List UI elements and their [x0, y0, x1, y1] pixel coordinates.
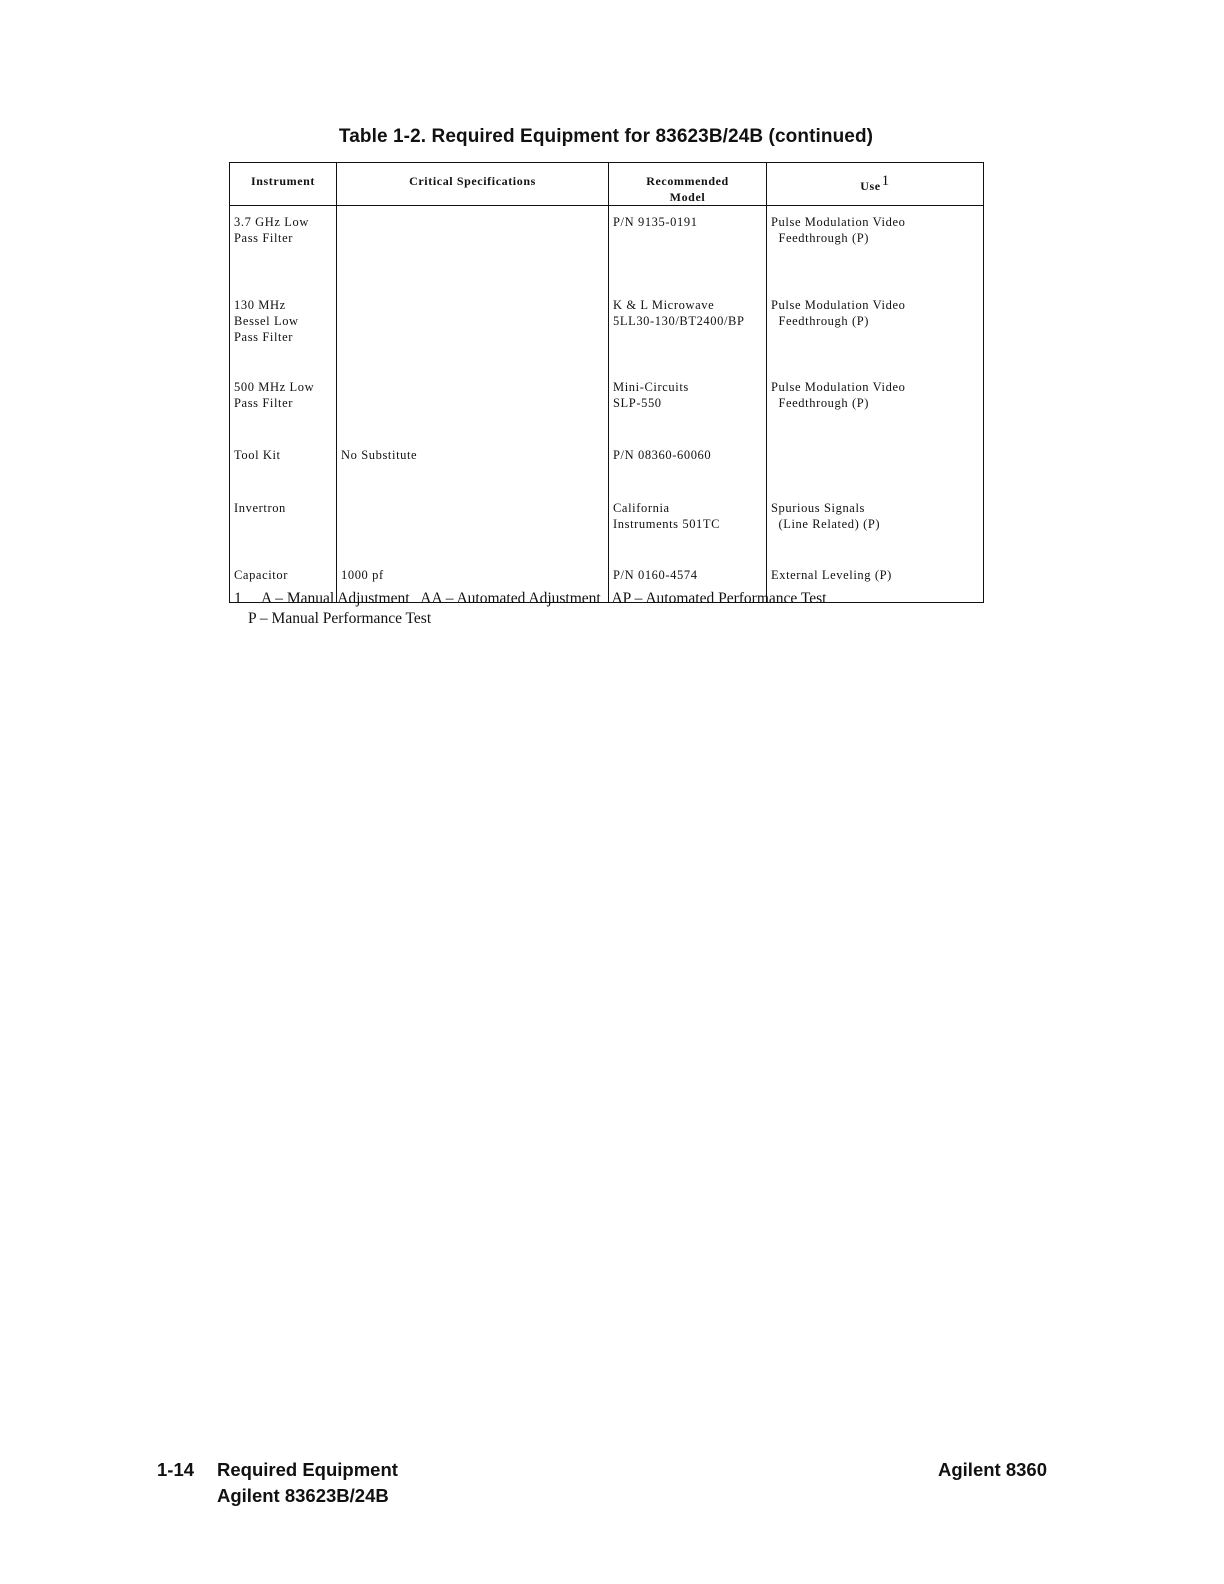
table-row: [230, 206, 984, 282]
cell-use: Pulse Modulation Video Feedthrough (P): [767, 363, 984, 431]
cell-model: P/N 08360-60060: [609, 431, 767, 483]
use-footnote-ref: 1: [881, 173, 890, 189]
header-recommended-model-label: Recommended Model: [646, 174, 729, 204]
cell-instrument: Invertron: [234, 501, 286, 515]
cell-instrument: Tool Kit: [234, 448, 281, 462]
cell-specs: No Substitute: [337, 431, 609, 483]
cell-instrument: 130 MHz Bessel Low Pass Filter: [234, 298, 299, 344]
page-number: 1-14: [157, 1459, 195, 1480]
cell-instrument: 500 MHz Low Pass Filter: [234, 380, 315, 410]
footnote-number: 1: [234, 590, 242, 607]
table-header-row: [230, 163, 984, 206]
cell-specs: [337, 363, 609, 431]
cell-use: Spurious Signals (Line Related) (P): [767, 483, 984, 550]
cell-model: Mini-Circuits SLP-550: [609, 363, 767, 431]
cell-use: Pulse Modulation Video Feedthrough (P): [767, 281, 984, 363]
cell-instrument: Capacitor: [234, 568, 288, 582]
table-title: Table 1-2. Required Equipment for 83623B/24B (continued): [338, 126, 874, 147]
cell-model: K & L Microwave 5LL30-130/BT2400/BP: [609, 281, 767, 363]
cell-specs: [337, 281, 609, 363]
cell-specs: [337, 483, 609, 550]
footer-section-title: Required Equipment: [217, 1459, 398, 1480]
cell-use: [767, 431, 984, 483]
cell-specs: [337, 206, 609, 282]
cell-specs: 1000 pf: [337, 550, 609, 603]
cell-model: P/N 9135-0191: [609, 206, 767, 282]
table-row: [230, 483, 984, 550]
cell-use: External Leveling (P): [767, 550, 984, 603]
footnote-line-1: [234, 589, 974, 609]
cell-model: P/N 0160-4574: [609, 550, 767, 603]
table-row: [230, 363, 984, 431]
header-use-label: Use: [860, 179, 881, 193]
footnote-line-2: P – Manual Performance Test: [248, 610, 432, 627]
table-row: [230, 431, 984, 483]
header-use: [767, 163, 984, 206]
header-instrument: Instrument: [230, 163, 337, 206]
footer-product-name: Agilent 83623B/24B: [217, 1485, 389, 1506]
header-recommended-model: [609, 163, 767, 206]
required-equipment-table: [229, 162, 984, 603]
footer-manual-name: Agilent 8360: [938, 1459, 1047, 1480]
table-row: [230, 281, 984, 363]
table-footnote: [234, 589, 974, 629]
cell-model: California Instruments 501TC: [609, 483, 767, 550]
cell-use: Pulse Modulation Video Feedthrough (P): [767, 206, 984, 282]
header-critical-specifications: Critical Specifications: [337, 163, 609, 206]
footnote-text-1: A – Manual Adjustment AA – Automated Adjustment AP – Automated Performance Test: [261, 590, 827, 607]
cell-instrument: 3.7 GHz Low Pass Filter: [234, 215, 309, 245]
